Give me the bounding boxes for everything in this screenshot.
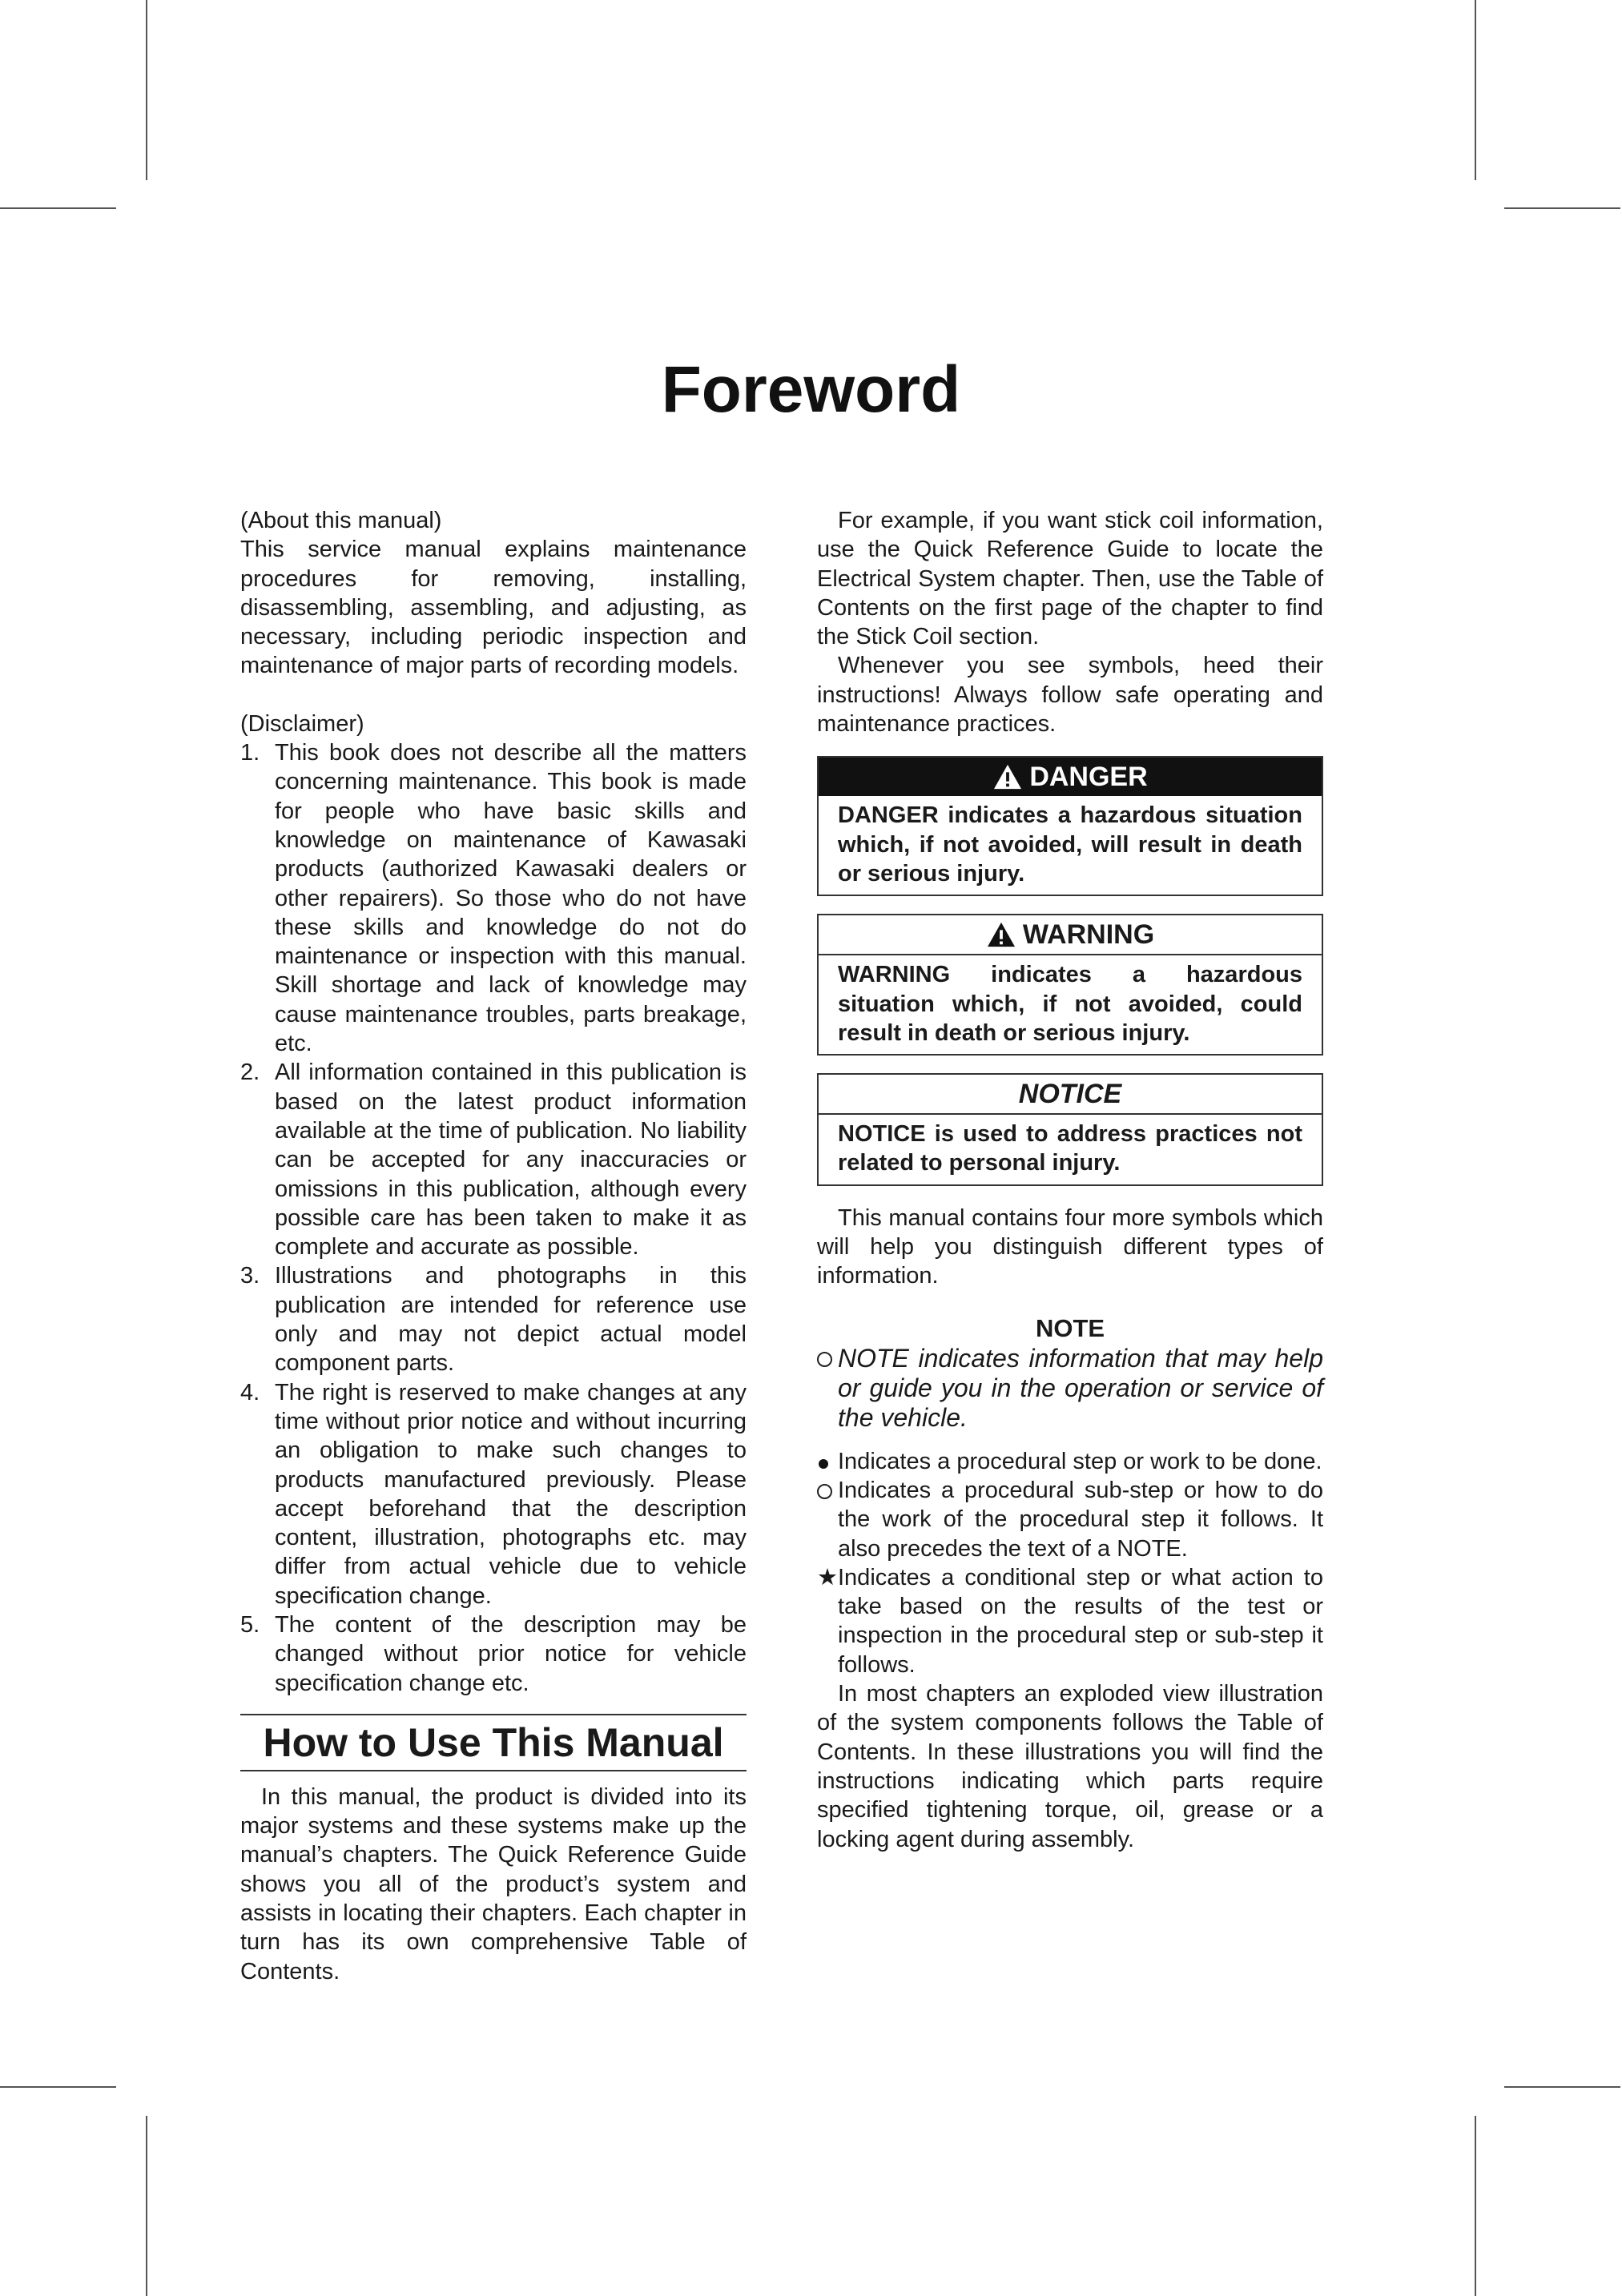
item-text: This book does not describe all the matters concerning maintenance. This book is made for people who have basic skills and knowledge on maintenance of Kawasaki products (authorized Kawasaki dealers or other repairers). So those who do not have these skills and knowledge do not do maintenance or inspection with this manual. Skill shortage and lack of knowledge may cause maintenance troubles, parts breakage, etc. [275, 740, 747, 1057]
section-heading-how-to-use: How to Use This Manual [240, 1714, 747, 1771]
crop-mark [0, 2086, 116, 2088]
danger-box [817, 756, 1323, 896]
item-text: The right is reserved to make changes at any time without prior notice and without incurring an obligation to make such changes to products manufactured previously. Please accept beforehand that the description content, illustration, photographs etc. may differ from actual vehicle due to vehicle specification change. [275, 1379, 747, 1609]
notice-header [819, 1075, 1322, 1115]
disclaimer-heading: (Disclaimer) [240, 710, 364, 737]
list-item [240, 1058, 747, 1261]
note-item [817, 1344, 1323, 1433]
warning-triangle-icon [986, 921, 1016, 948]
warning-header [819, 915, 1322, 955]
symbols-text: Whenever you see symbols, heed their instructions! Always follow safe operating and maintenance practices. [817, 653, 1323, 738]
symbol-text: Indicates a procedural step or work to be done. [838, 1448, 1322, 1474]
symbol-item-bullet [817, 1447, 1323, 1476]
list-item [240, 1261, 747, 1377]
disclaimer-list [240, 738, 747, 1698]
crop-mark [146, 0, 147, 180]
crop-mark [1504, 2086, 1620, 2088]
notice-text: NOTICE is used to address practices not related to personal injury. [838, 1121, 1302, 1176]
danger-label: DANGER [1029, 762, 1148, 793]
warning-box [817, 914, 1323, 1056]
exploded-view-text: In most chapters an exploded view illustration of the system components follows the Table of Contents. In these illustrations you will find the instructions indicating which parts require specified tightening torque, oil, grease or a locking agent during assembly. [817, 1681, 1323, 1852]
danger-header [819, 758, 1322, 796]
about-text: This service manual explains maintenance procedures for removing, installing, disassembling, assembling, and adjusting, as necessary, including periodic inspection and maintenance of major parts of recording models. [240, 537, 747, 679]
crop-mark [1475, 0, 1476, 180]
bullet-icon [817, 1447, 828, 1476]
howto-text: In this manual, the product is divided into its major systems and these systems make up the manual’s chapters. The Quick Reference Guide shows you all of the product’s system and assists in locating their chapters. Each chapter in turn has its own comprehensive Table of Contents. [240, 1783, 747, 1984]
four-symbols-text: This manual contains four more symbols which will help you distinguish different types of information. [817, 1204, 1323, 1289]
page-title: Foreword [661, 353, 961, 426]
item-text: The content of the description may be changed without prior notice for vehicle specification change etc. [275, 1611, 747, 1696]
symbol-text: Indicates a procedural sub-step or how to do the work of the procedural step it follows. It also precedes the text of a NOTE. [838, 1477, 1323, 1562]
warning-label: WARNING [1022, 919, 1155, 951]
item-number: 4. [240, 1379, 260, 1405]
spacer [240, 681, 747, 710]
notice-label: NOTICE [1018, 1079, 1122, 1110]
star-icon: ★ [817, 1564, 838, 1590]
note-title: NOTE [1035, 1313, 1105, 1342]
danger-text: DANGER indicates a hazardous situation which, if not avoided, will result in death or serious injury. [838, 802, 1302, 887]
symbol-item-star [817, 1563, 1323, 1679]
symbol-text: Indicates a conditional step or what action to take based on the results of the test or inspection in the procedural step or sub-step it follows. [838, 1564, 1323, 1678]
item-number: 3. [240, 1263, 260, 1289]
note-text: NOTE indicates information that may help or guide you in the operation or service of the vehicle. [838, 1343, 1323, 1432]
warning-triangle-icon [992, 763, 1023, 790]
right-column [817, 506, 1323, 1854]
item-text: Illustrations and photographs in this publication are intended for reference use only and may not depict actual model component parts. [275, 1263, 747, 1377]
list-item [240, 1610, 747, 1698]
crop-mark [1504, 207, 1620, 209]
list-item [240, 1378, 747, 1610]
item-number: 1. [240, 740, 260, 766]
left-column [240, 506, 747, 1986]
list-item [240, 738, 747, 1058]
notice-box [817, 1073, 1323, 1186]
circle-icon [817, 1344, 832, 1373]
item-number: 5. [240, 1611, 260, 1638]
item-number: 2. [240, 1060, 260, 1086]
example-text: For example, if you want stick coil information, use the Quick Reference Guide to locate the Electrical System chapter. Then, use the Table of Contents on the first page of the chapter to find the Stick Coil section. [817, 508, 1323, 650]
circle-icon [817, 1476, 832, 1506]
warning-text: WARNING indicates a hazardous situation which, if not avoided, could result in death or serious injury. [838, 962, 1302, 1046]
crop-mark [1475, 2116, 1476, 2296]
item-text: All information contained in this publication is based on the latest product information available at the time of publication. No liability can be accepted for any inaccuracies or omissions in this publication, although every possible care has been taken to make it as complete and accurate as possible. [275, 1060, 747, 1261]
crop-mark [146, 2116, 147, 2296]
symbol-item-circle [817, 1476, 1323, 1563]
about-heading: (About this manual) [240, 508, 442, 533]
crop-mark [0, 207, 116, 209]
